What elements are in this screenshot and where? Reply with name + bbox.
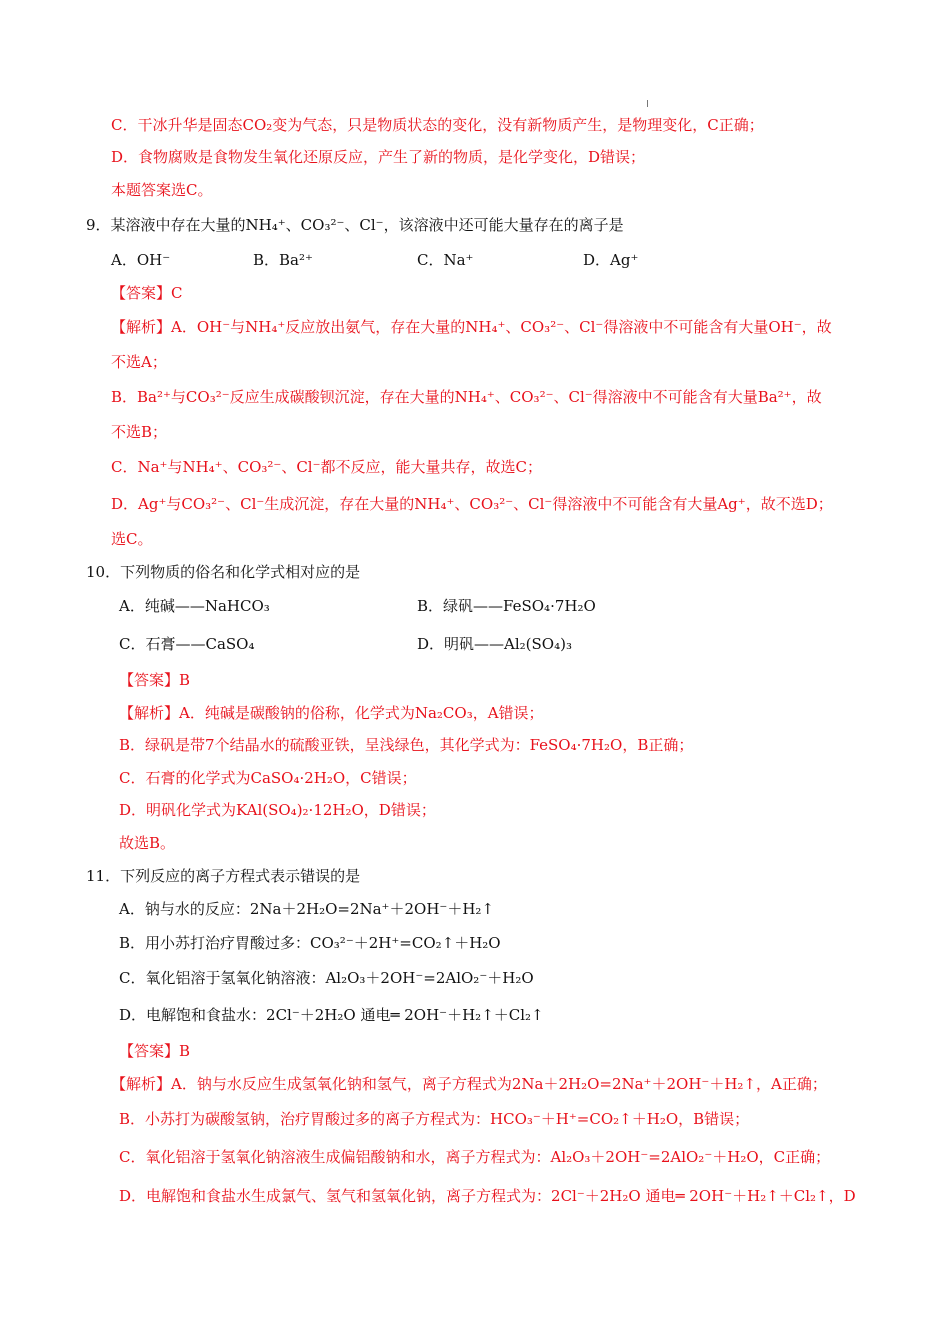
- q11-option-c: C．氧化铝溶于氢氧化钠溶液：Al₂O₃＋2OH⁻=2AlO₂⁻＋H₂O: [119, 969, 534, 987]
- q10-explanation-2: B．绿矾是带7个结晶水的硫酸亚铁，呈浅绿色，其化学式为：FeSO₄·7H₂O，B正确；: [119, 736, 694, 754]
- q9-option-b: B．Ba²⁺: [253, 251, 313, 269]
- q11-stem: 11．下列反应的离子方程式表示错误的是: [86, 867, 361, 885]
- q11-explanation-2: B．小苏打为碳酸氢钠，治疗胃酸过多的离子方程式为：HCO₃⁻＋H⁺=CO₂↑＋H₂O，B错误；: [119, 1110, 750, 1128]
- q10-option-b: B．绿矾——FeSO₄·7H₂O: [417, 597, 596, 615]
- q11-explanation-3: C．氧化铝溶于氢氧化钠溶液生成偏铝酸钠和水，离子方程式为：Al₂O₃＋2OH⁻=2AlO₂⁻＋H₂O，C正确；: [119, 1148, 831, 1166]
- q9-stem: 9．某溶液中存在大量的NH₄⁺、CO₃²⁻、Cl⁻，该溶液中还可能大量存在的离子是: [86, 216, 624, 234]
- q9-explanation-6: D．Ag⁺与CO₃²⁻、Cl⁻生成沉淀，存在大量的NH₄⁺、CO₃²⁻、Cl⁻得溶液中不可能含有大量Ag⁺，故不选D；: [111, 495, 833, 513]
- q9-explanation-1: 【解析】A．OH⁻与NH₄⁺反应放出氨气，存在大量的NH₄⁺、CO₃²⁻、Cl⁻得溶液中不可能含有大量OH⁻，故: [111, 318, 832, 336]
- q10-option-d: D．明矾——Al₂(SO₄)₃: [417, 635, 572, 653]
- q9-option-d: D．Ag⁺: [583, 251, 639, 269]
- q11-option-d: D．电解饱和食盐水：2Cl⁻＋2H₂O 通电═ 2OH⁻＋H₂↑＋Cl₂↑: [119, 1006, 544, 1024]
- q9-explanation-4: 不选B；: [111, 423, 168, 441]
- q9-option-a: A．OH⁻: [111, 251, 171, 269]
- q11-explanation-4: D．电解饱和食盐水生成氯气、氢气和氢氧化钠，离子方程式为：2Cl⁻＋2H₂O 通电═ 2OH⁻＋H₂↑＋Cl₂↑，D: [119, 1187, 856, 1205]
- q10-explanation-3: C．石膏的化学式为CaSO₄·2H₂O，C错误；: [119, 769, 417, 787]
- q9-answer: 【答案】C: [111, 284, 183, 302]
- q10-stem: 10．下列物质的俗名和化学式相对应的是: [86, 563, 361, 581]
- q10-explanation-4: D．明矾化学式为KAl(SO₄)₂·12H₂O，D错误；: [119, 801, 436, 819]
- q10-explanation-1: 【解析】A．纯碱是碳酸钠的俗称，化学式为Na₂CO₃，A错误；: [119, 704, 544, 722]
- q10-answer: 【答案】B: [119, 671, 191, 689]
- q9-explanation-2: 不选A；: [111, 353, 167, 371]
- q9-explanation-3: B．Ba²⁺与CO₃²⁻反应生成碳酸钡沉淀，存在大量的NH₄⁺、CO₃²⁻、Cl⁻得溶液中不可能含有大量Ba²⁺，故: [111, 388, 822, 406]
- q9-explanation-7: 选C。: [111, 530, 153, 548]
- q10-option-a: A．纯碱——NaHCO₃: [119, 597, 270, 615]
- q8-explanation-d: D．食物腐败是食物发生氧化还原反应，产生了新的物质，是化学变化，D错误；: [111, 148, 646, 166]
- q11-explanation-1: 【解析】A．钠与水反应生成氢氧化钠和氢气，离子方程式为2Na＋2H₂O=2Na⁺＋2OH⁻＋H₂↑，A正确；: [111, 1075, 827, 1093]
- q11-option-a: A．钠与水的反应：2Na＋2H₂O=2Na⁺＋2OH⁻＋H₂↑: [119, 900, 494, 918]
- q9-option-c: C．Na⁺: [417, 251, 474, 269]
- q8-conclusion: 本题答案选C。: [111, 181, 213, 199]
- q9-explanation-5: C．Na⁺与NH₄⁺、CO₃²⁻、Cl⁻都不反应，能大量共存，故选C；: [111, 458, 542, 476]
- page-mark: [647, 100, 648, 107]
- q8-explanation-c: C．干冰升华是固态CO₂变为气态，只是物质状态的变化，没有新物质产生，是物理变化，C正确；: [111, 116, 764, 134]
- q10-explanation-5: 故选B。: [119, 834, 176, 852]
- q11-option-b: B．用小苏打治疗胃酸过多：CO₃²⁻＋2H⁺=CO₂↑＋H₂O: [119, 934, 501, 952]
- q11-answer: 【答案】B: [119, 1042, 191, 1060]
- q10-option-c: C．石膏——CaSO₄: [119, 635, 255, 653]
